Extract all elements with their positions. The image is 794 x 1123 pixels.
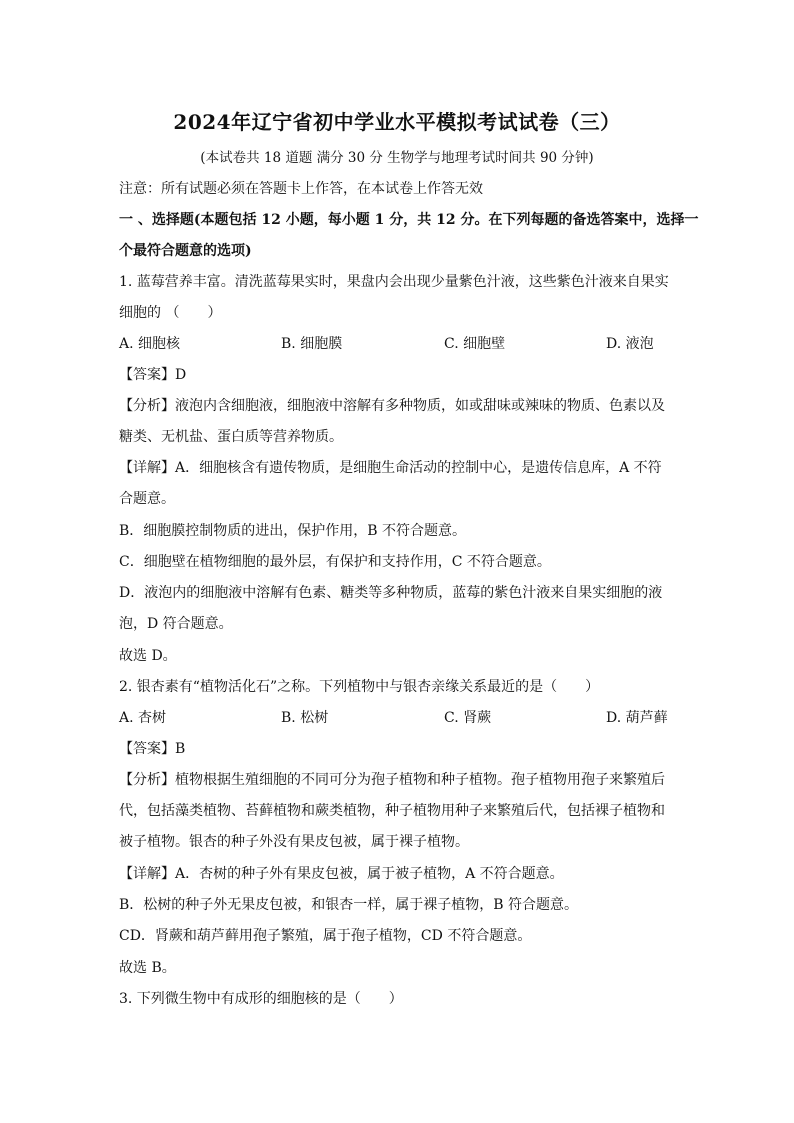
question-2-stem: 2. 银杏素有“植物活化石”之称。下列植物中与银杏亲缘关系最近的是（ ） xyxy=(119,679,600,695)
question-1-detail-d: D．液泡内的细胞液中溶解有色素、糖类等多种物质，蓝莓的紫色汁液来自果实细胞的液 xyxy=(119,585,663,601)
question-1-detail-b: B．细胞膜控制物质的进出，保护作用，B 不符合题意。 xyxy=(119,523,467,539)
option-a: A. 杏树 xyxy=(119,710,167,726)
option-b: B. 松树 xyxy=(281,710,329,726)
option-c: C. 细胞壁 xyxy=(444,336,506,352)
question-1-stem-cont: 细胞的 （ ） xyxy=(119,305,222,321)
question-2-conclusion: 故选 B。 xyxy=(119,960,176,976)
exam-info: (本试卷共 18 道题 满分 30 分 生物学与地理考试时间共 90 分钟) xyxy=(200,150,594,166)
question-2-detail-b: B．松树的种子外无果皮包被，和银杏一样，属于裸子植物，B 符合题意。 xyxy=(119,897,579,913)
question-1-detail-cont: 合题意。 xyxy=(119,491,175,507)
question-1-analysis: 【分析】液泡内含细胞液，细胞液中溶解有多种物质，如或甜味或辣味的物质、色素以及 xyxy=(119,398,665,414)
option-a: A. 细胞核 xyxy=(119,336,181,352)
question-3-stem: 3. 下列微生物中有成形的细胞核的是（ ） xyxy=(119,991,403,1007)
page-title: 2024年辽宁省初中学业水平模拟考试试卷（三） xyxy=(173,110,621,134)
option-d: D. 葫芦藓 xyxy=(606,710,668,726)
option-c: C. 肾蕨 xyxy=(444,710,492,726)
section-heading-cont: 个最符合题意的选项) xyxy=(119,243,252,259)
question-1-detail: 【详解】A．细胞核含有遗传物质，是细胞生命活动的控制中心，是遗传信息库，A 不符 xyxy=(119,460,662,476)
notice-text: 注意：所有试题必须在答题卡上作答，在本试卷上作答无效 xyxy=(119,181,483,197)
question-2-detail-cd: CD．肾蕨和葫芦藓用孢子繁殖，属于孢子植物，CD 不符合题意。 xyxy=(119,928,532,944)
question-1-stem: 1. 蓝莓营养丰富。清洗蓝莓果实时，果盘内会出现少量紫色汁液，这些紫色汁液来自果实 xyxy=(119,274,669,290)
question-1-answer: 【答案】D xyxy=(119,367,187,383)
section-heading: 一 、选择题(本题包括 12 小题，每小题 1 分，共 12 分。在下列每题的备选答案中，选择一 xyxy=(119,212,699,228)
question-2-analysis-cont-2: 被子植物。银杏的种子外没有果皮包被，属于裸子植物。 xyxy=(119,834,469,850)
question-2-analysis: 【分析】植物根据生殖细胞的不同可分为孢子植物和种子植物。孢子植物用孢子来繁殖后 xyxy=(119,772,665,788)
question-2-analysis-cont: 代，包括藻类植物、苔藓植物和蕨类植物，种子植物用种子来繁殖后代，包括裸子植物和 xyxy=(119,803,665,819)
question-1-detail-c: C．细胞壁在植物细胞的最外层，有保护和支持作用，C 不符合题意。 xyxy=(119,554,551,570)
question-1-conclusion: 故选 D。 xyxy=(119,648,177,664)
question-2-detail: 【详解】A．杏树的种子外有果皮包被，属于被子植物，A 不符合题意。 xyxy=(119,866,564,882)
question-1-analysis-cont: 糖类、无机盐、蛋白质等营养物质。 xyxy=(119,429,343,445)
question-1-detail-d-cont: 泡，D 符合题意。 xyxy=(119,616,233,632)
option-b: B. 细胞膜 xyxy=(281,336,343,352)
option-d: D. 液泡 xyxy=(606,336,654,352)
question-2-answer: 【答案】B xyxy=(119,741,186,757)
